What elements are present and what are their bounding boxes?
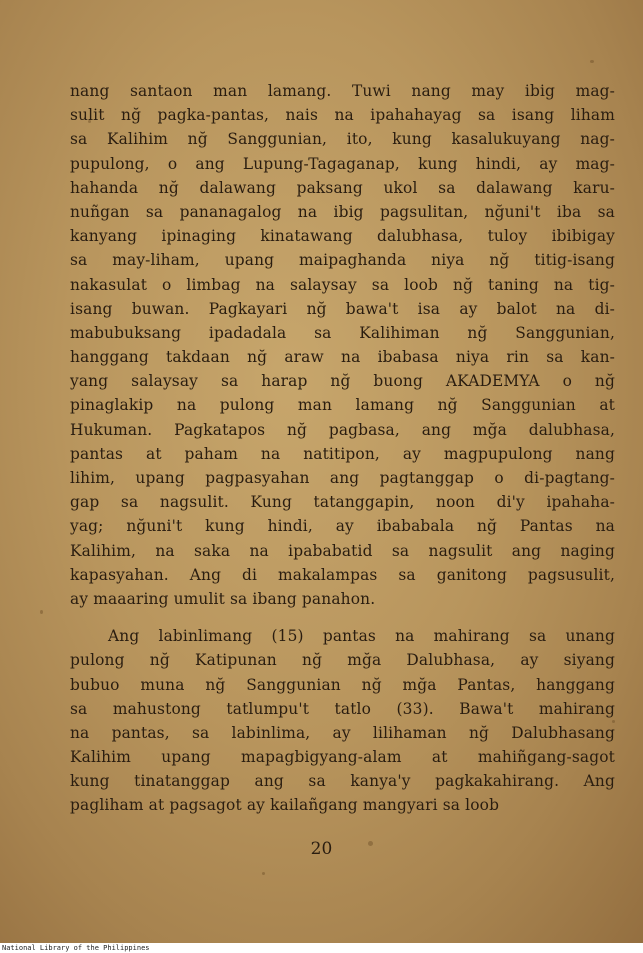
text-line: yag; nğuni't kung hindi, ay ibababala nğ Pantas na	[70, 517, 615, 536]
paragraph	[70, 79, 615, 611]
text-line: yang salaysay sa harap nğ buong AKADEMYA o nğ	[70, 372, 615, 391]
text-line: pinaglakip na pulong man lamang nğ Sanggunian at	[70, 396, 615, 415]
text-line: sa Kalihim nğ Sanggunian, ito, kung kasalukuyang nag-	[70, 130, 615, 149]
text-line: sulit nğ pagka-pantas, nais na ipahahayag sa isang liham	[70, 106, 615, 125]
body-text	[70, 79, 615, 818]
paper-speck	[590, 60, 594, 63]
paper-speck	[262, 872, 265, 875]
text-line: pantas at paham na natitipon, ay magpupulong nang	[70, 444, 615, 463]
text-line: gap sa nagsulit. Kung tatanggapin, noon di'y ipahaha-	[70, 493, 615, 512]
paper-speck	[40, 610, 43, 614]
text-line: isang buwan. Pagkayari nğ bawa't isa ay balot na di-	[70, 299, 615, 318]
text-line: pulong nğ Katipunan nğ mğa Dalubhasa, ay siyang	[70, 651, 615, 670]
text-line: nang santaon man lamang. Tuwi nang may ibig mag-	[70, 82, 615, 100]
text-line: lihim, upang pagpasyahan ang pagtanggap o di-pagtang-	[70, 469, 615, 487]
text-line: hanggang takdaan nğ araw na ibabasa niya rin sa kan-	[70, 348, 615, 367]
text-line: kapasyahan. Ang di makalampas sa ganitong pagsusulit,	[70, 565, 615, 584]
text-line: pagliham at pagsagot ay kailañgang mangyari sa loob	[70, 796, 500, 815]
text-line: hahanda nğ dalawang paksang ukol sa dalawang karu-	[70, 178, 615, 197]
text-line: pupulong, o ang Lupung-Tagaganap, kung hindi, ay mag-	[70, 154, 615, 173]
text-line: ay maaaring umulit sa ibang panahon.	[70, 589, 376, 608]
text-line: kung tinatanggap ang sa kanya'y pagkakahirang. Ang	[70, 772, 615, 791]
text-line: Hukuman. Pagkatapos nğ pagbasa, ang mğa dalubhasa,	[70, 420, 615, 439]
text-line: mabubuksang ipadadala sa Kalihiman nğ Sanggunian,	[70, 323, 615, 342]
text-line: bubuo muna nğ Sanggunian nğ mğa Pantas, hanggang	[70, 675, 615, 694]
paragraph	[70, 624, 615, 818]
text-line: nuñgan sa pananagalog na ibig pagsulitan, nğuni't iba sa	[70, 202, 615, 221]
text-line: Kalihim, na saka na ipababatid sa nagsulit ang naging	[70, 541, 615, 560]
text-line: sa may-liham, upang maipaghanda niya nğ titig-isang	[70, 251, 615, 270]
page-number: 20	[310, 839, 333, 859]
text-line: sa mahustong tatlumpu't tatlo (33). Bawa't mahirang	[70, 699, 615, 718]
text-line: nakasulat o limbag na salaysay sa loob nğ taning na tig-	[70, 275, 615, 294]
text-line: Kalihim upang mapagbigyang-alam at mahiñgang-sagot	[70, 748, 615, 767]
library-credit: National Library of the Philippines	[2, 944, 150, 952]
text-line: kanyang ipinaging kinatawang dalubhasa, tuloy ibibigay	[70, 227, 615, 246]
text-line: na pantas, sa labinlima, ay lilihaman nğ Dalubhasang	[70, 723, 615, 742]
text-line: Ang labinlimang (15) pantas na mahirang sa unang	[108, 627, 615, 646]
